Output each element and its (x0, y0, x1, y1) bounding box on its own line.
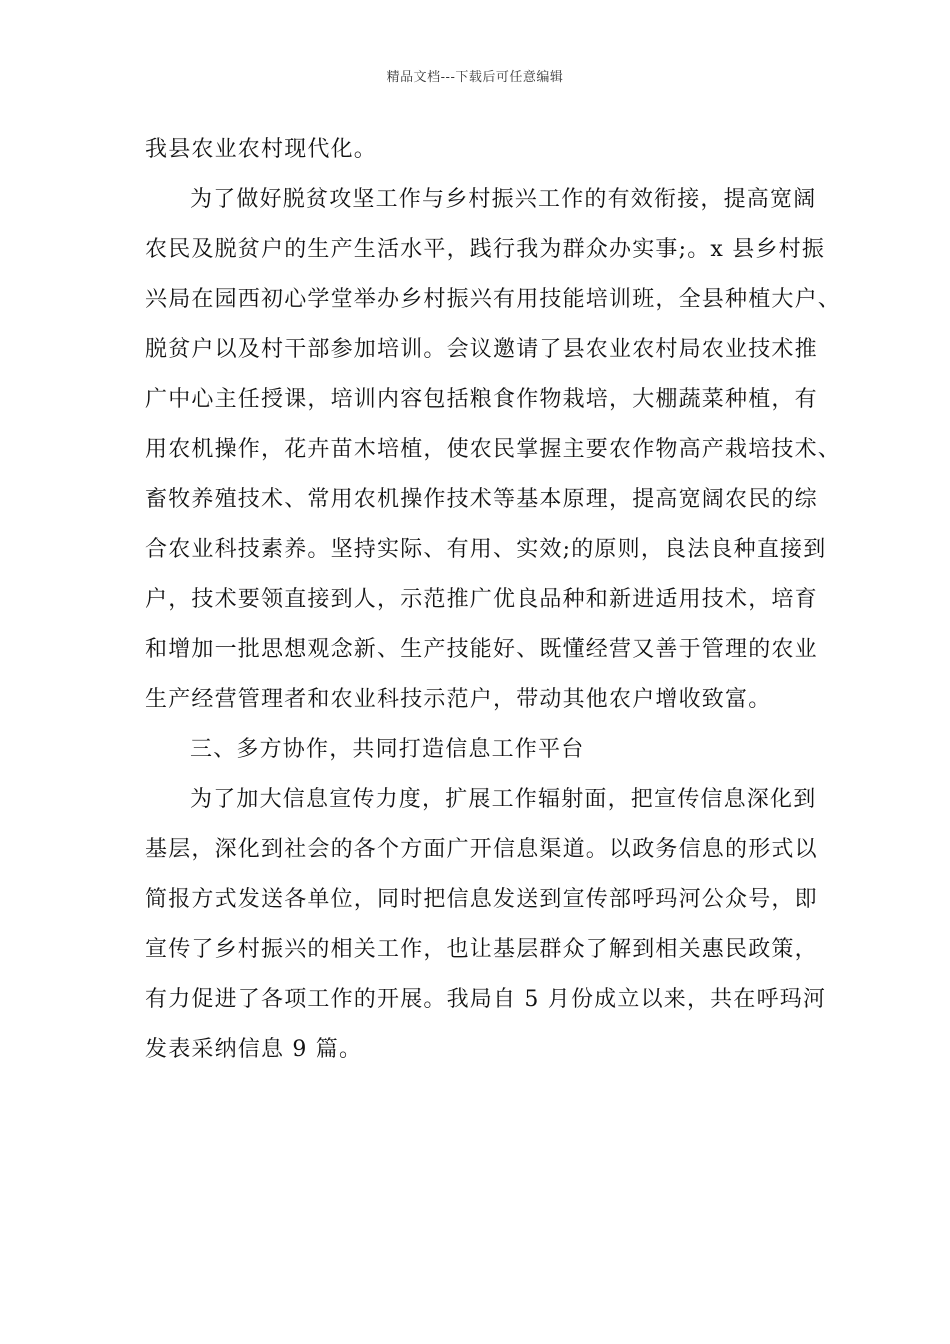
page-header: 精品文档---下载后可任意编辑 (386, 70, 564, 85)
paragraph-line: 农民及脱贫户的生产生活水平，践行我为群众办实事;。x 县乡村振 (145, 237, 826, 262)
paragraph-line: 脱贫户以及村干部参加培训。会议邀请了县农业农村局农业技术推 (145, 337, 818, 362)
section-heading: 三、多方协作，共同打造信息工作平台 (190, 737, 585, 762)
paragraph-line: 为了做好脱贫攻坚工作与乡村振兴工作的有效衔接，提高宽阔 (190, 187, 817, 212)
paragraph-line: 简报方式发送各单位，同时把信息发送到宣传部呼玛河公众号，即 (145, 887, 818, 912)
paragraph-line: 发表采纳信息 9 篇。 (145, 1037, 363, 1062)
paragraph-line: 户，技术要领直接到人，示范推广优良品种和新进适用技术，培育 (145, 587, 818, 612)
paragraph-line: 和增加一批思想观念新、生产技能好、既懂经营又善于管理的农业 (145, 637, 818, 662)
paragraph-line: 基层，深化到社会的各个方面广开信息渠道。以政务信息的形式以 (145, 837, 818, 862)
paragraph-line: 为了加大信息宣传力度，扩展工作辐射面，把宣传信息深化到 (190, 787, 817, 812)
paragraph-line: 我县农业农村现代化。 (145, 137, 378, 162)
paragraph-line: 广中心主任授课，培训内容包括粮食作物栽培，大棚蔬菜种植，有 (145, 387, 818, 412)
paragraph-line: 宣传了乡村振兴的相关工作，也让基层群众了解到相关惠民政策， (145, 937, 818, 962)
paragraph-line: 生产经营管理者和农业科技示范户，带动其他农户增收致富。 (145, 687, 772, 712)
paragraph-line: 合农业科技素养。坚持实际、有用、实效;的原则，良法良种直接到 (145, 537, 827, 562)
paragraph-line: 畜牧养殖技术、常用农机操作技术等基本原理，提高宽阔农民的综 (145, 487, 818, 512)
paragraph-line: 用农机操作，花卉苗木培植，使农民掌握主要农作物高产栽培技术、 (145, 437, 842, 462)
paragraph-line: 兴局在园西初心学堂举办乡村振兴有用技能培训班，全县种植大户、 (145, 287, 842, 312)
paragraph-line: 有力促进了各项工作的开展。我局自 5 月份成立以来，共在呼玛河 (145, 987, 827, 1012)
